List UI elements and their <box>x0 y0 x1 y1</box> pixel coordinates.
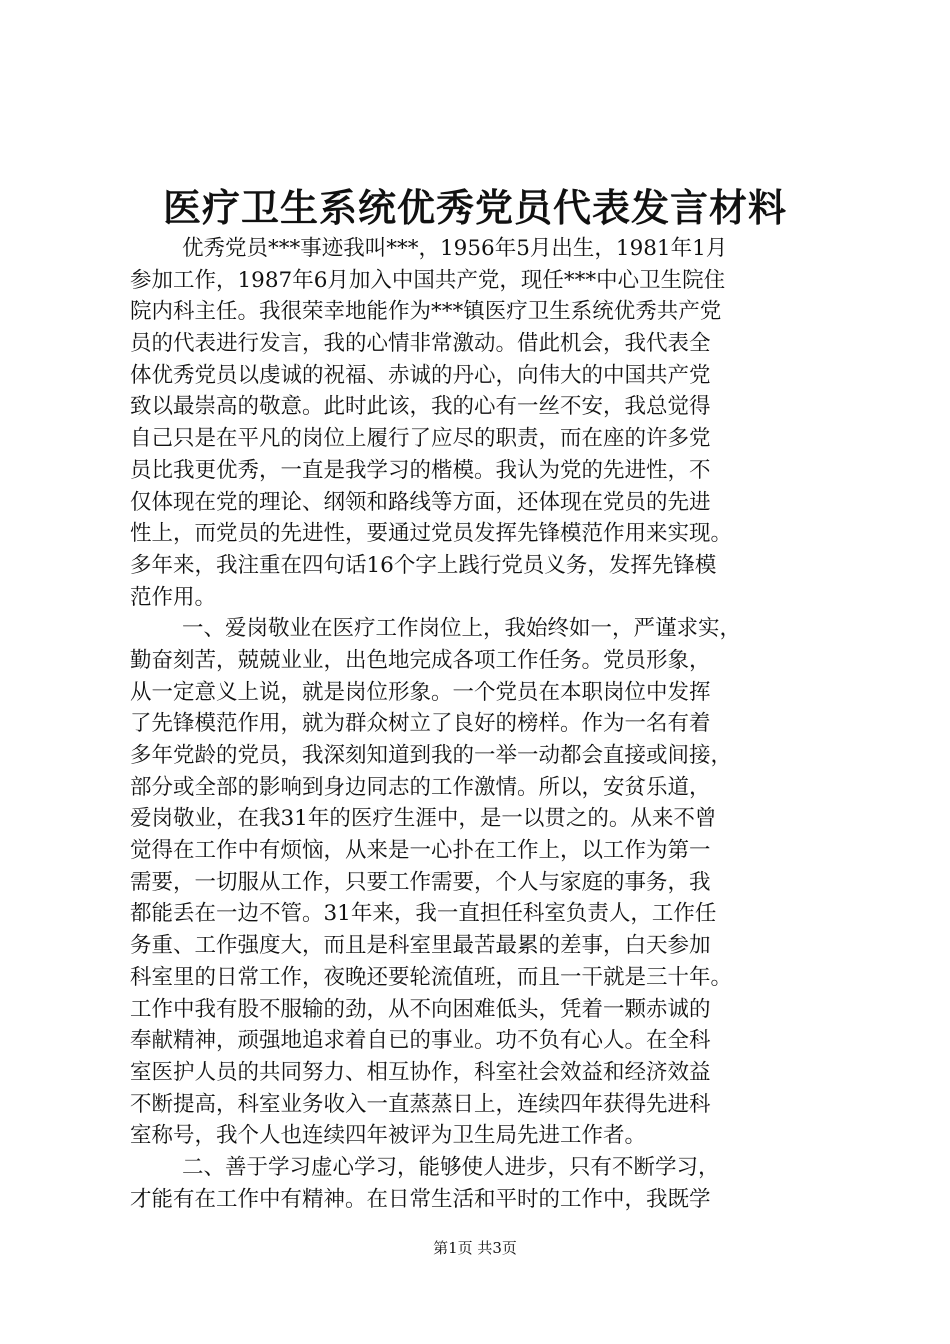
body-line: 科室里的日常工作，夜晚还要轮流值班，而且一干就是三十年。 <box>130 964 733 990</box>
body-line: 需要，一切服从工作，只要工作需要，个人与家庭的事务，我 <box>130 869 711 895</box>
body-line: 工作中我有股不服输的劲，从不向困难低头，凭着一颗赤诚的 <box>130 996 711 1022</box>
body-line: 爱岗敬业，在我31年的医疗生涯中，是一以贯之的。从来不曾 <box>130 806 717 832</box>
body-line: 性上，而党员的先进性，要通过党员发挥先锋模范作用来实现。 <box>130 521 733 547</box>
body-line: 致以最崇高的敬意。此时此该，我的心有一丝不安，我总觉得 <box>130 394 711 420</box>
document-title: 医疗卫生系统优秀党员代表发言材料 <box>162 185 787 230</box>
body-line: 部分或全部的影响到身边同志的工作激情。所以，安贫乐道， <box>130 774 711 800</box>
body-line: 都能丢在一边不管。31年来，我一直担任科室负责人，工作任 <box>130 901 717 927</box>
body-line: 多年党龄的党员，我深刻知道到我的一举一动都会直接或间接， <box>130 743 733 768</box>
body-line: 员比我更优秀，一直是我学习的楷模。我认为党的先进性，不 <box>130 457 711 483</box>
body-line: 范作用。 <box>130 584 217 610</box>
body-line: 从一定意义上说，就是岗位形象。一个党员在本职岗位中发挥 <box>130 679 711 705</box>
body-line: 优秀党员***事迹我叫***，1956年5月出生，1981年1月 <box>182 236 728 261</box>
body-line: 勤奋刻苦，兢兢业业，出色地完成各项工作任务。党员形象， <box>130 647 711 673</box>
body-line: 二、善于学习虚心学习，能够使人进步，只有不断学习， <box>182 1154 720 1180</box>
body-line: 员的代表进行发言，我的心情非常激动。借此机会，我代表全 <box>130 331 711 357</box>
body-line: 一、爱岗敬业在医疗工作岗位上，我始终如一，严谨求实， <box>182 616 742 642</box>
body-line: 室称号，我个人也连续四年被评为卫生局先进工作者。 <box>130 1123 647 1149</box>
body-line: 自己只是在平凡的岗位上履行了应尽的职责，而在座的许多党 <box>130 426 711 452</box>
body-line: 了先锋模范作用，就为群众树立了良好的榜样。作为一名有着 <box>130 711 711 737</box>
body-line: 院内科主任。我很荣幸地能作为***镇医疗卫生系统优秀共产党 <box>130 299 722 325</box>
body-line: 室医护人员的共同努力、相互协作，科室社会效益和经济效益 <box>130 1059 711 1085</box>
body-line: 不断提高，科室业务收入一直蒸蒸日上，连续四年获得先进科 <box>130 1091 711 1117</box>
body-line: 体优秀党员以虔诚的祝福、赤诚的丹心，向伟大的中国共产党 <box>130 362 711 388</box>
body-line: 多年来，我注重在四句话16个字上践行党员义务，发挥先锋模 <box>130 552 717 578</box>
page-footer: 第1页 共3页 <box>433 1239 517 1257</box>
body-line: 奉献精神，顽强地追求着自已的事业。功不负有心人。在全科 <box>130 1028 711 1054</box>
body-line: 才能有在工作中有精神。在日常生活和平时的工作中，我既学 <box>130 1186 711 1212</box>
body-line: 参加工作，1987年6月加入中国共产党，现任***中心卫生院住 <box>130 267 726 293</box>
body-line: 务重、工作强度大，而且是科室里最苦最累的差事，白天参加 <box>130 933 711 959</box>
body-line: 仅体现在党的理论、纲领和路线等方面，还体现在党员的先进 <box>130 489 711 515</box>
body-line: 觉得在工作中有烦恼，从来是一心扑在工作上，以工作为第一 <box>130 838 711 864</box>
document-body <box>130 233 828 1215</box>
